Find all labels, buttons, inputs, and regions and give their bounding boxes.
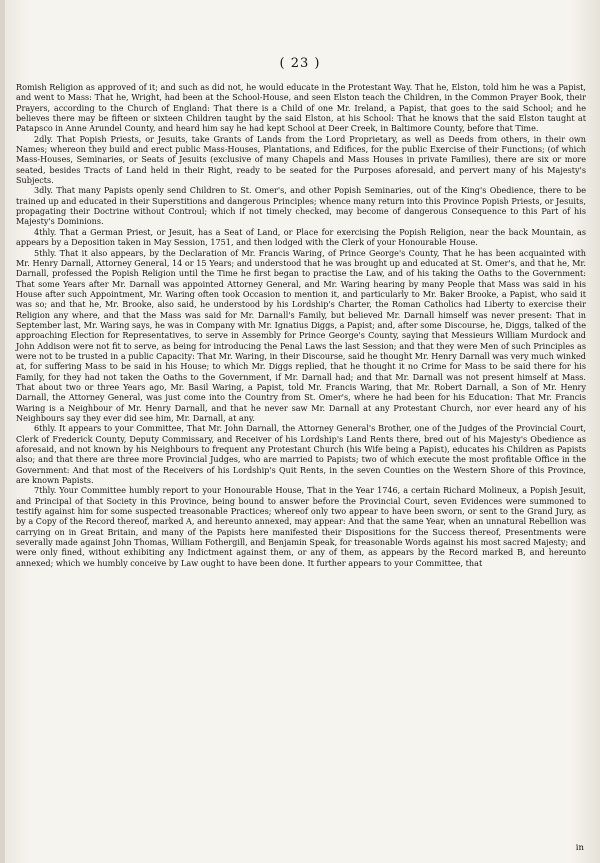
paragraph-second: 2dly. That Popish Priests, or Jesuits, take Grants of Lands from the Lord Proprietary, as well as Deeds from others, in their own Names; whereon they build and erect public Mass-Houses, Plantations, and Edifices, for the public Exercise of their Functions; (of which Mass-Houses, Seminaries, or Seats of Jesuits (exclusive of many Chapels and Mass Houses in private Families), there are six or more seated, besides Tracts of Land held in their Right, ready to be seated for the Purposes aforesaid, and pervert many of his Majesty's Subjects. bbox=[16, 133, 586, 186]
paragraph-fourth: 4thly. That a German Priest, or Jesuit, has a Seat of Land, or Place for exercising the Popish Religion, near the back Mountain, as appears by a Deposition taken in May Session, 1751, and then lodged with the Clerk of your Honourable House. bbox=[16, 226, 586, 248]
page-number: ( 23 ) bbox=[279, 56, 321, 71]
document-body bbox=[16, 82, 586, 568]
catchword: in bbox=[575, 843, 584, 853]
paragraph-sixth: 6thly. It appears to your Committee, That Mr. John Darnall, the Attorney General's Brother, one of the Judges of the Provincial Court, Clerk of Frederick County, Deputy Commissary, and Receiver of his Lordship's Land Rents there, bred out of his Majesty's Obedience as aforesaid, and not known by his Neighbours to frequent any Protestant Church (his Wife being a Papist), educates his Children as Papists also; and that there are three more Provincial Judges, who are married to Papists; two of which execute the most profitable Office in the Government: And that most of the Receivers of his Lordship's Quit Rents, in the seven Counties on the Western Shore of this Province, are known Papists. bbox=[16, 423, 586, 486]
binding-gutter bbox=[0, 0, 5, 863]
paragraph-elston: Romish Religion as approved of it; and such as did not, he would educate in the Protestant Way. That he, Elston, told him he was a Papist, and went to Mass: That he, Wright, had been at the School-House, and seen Elston teach the Children, in the Common Prayer Book, their Prayers, according to the Church of England: That there is a Child of one Mr. Ireland, a Papist, that goes to the said School; and he believes there may be fifteen or sixteen Children taught by the said Elston, at his School: That he knows that the said Elston taught at Patapsco in Anne Arundel County, and heard him say he had kept School at Deer Creek, in Baltimore County, before that Time. bbox=[16, 82, 586, 134]
paragraph-fifth: 5thly. That it also appears, by the Declaration of Mr. Francis Waring, of Prince George's County, That he has been acquainted with Mr. Henry Darnall, Attorney General, 14 or 15 Years; and understood that he was brought up and educated at St. Omer's, and that he, Mr. Darnall, professed the Popish Religion until the Time he first began to practise the Law, and of his taking the Oaths to the Government: That some Years after Mr. Darnall was appointed Attorney General, and Mr. Waring hearing by many People that Mass was said in his House after such Appointment, Mr. Waring often took Occasion to mention it, and particularly to Mr. Baker Brooke, a Papist, who said it was so; and that he, Mr. Brooke, also said, he understood by his Lordship's Charter, the Roman Catholics had Liberty to exercise their Religion any where, and that the Mass was said for Mr. Darnall's Family, but believed Mr. Darnall himself was never present: That in September last, Mr. Waring says, he was in Company with Mr. Ignatius Diggs, a Papist; and, after some Discourse, he, Diggs, talked of the approaching Election for Representatives, to serve in Assembly for Prince George's County, saying that Messieurs William Murdock and John Addison were not fit to serve, as being for introducing the Penal Laws the last Session; and that they were Men of such Principles as were not to be trusted in a public Capacity: That Mr. Waring, in their Discourse, said he thought Mr. Henry Darnall was very much winked at, for suffering Mass to be said in his House; to which Mr. Diggs replied, that he thought it no Crime for Mass to be said there for his Family, for they had not taken the Oaths to the Government, if Mr. Darnall had; and that Mr. Darnall was not present himself at Mass. That about two or three Years ago, Mr. Basil Waring, a Papist, told Mr. Francis Waring, that Mr. Robert Darnall, a Son of Mr. Henry Darnall, the Attorney General, was just come into the Country from St. Omer's, where he had been for his Education: That Mr. Francis Waring is a Neighbour of Mr. Henry Darnall, and that he never saw Mr. Darnall at any Protestant Church, nor ever heard any of his Neighbours say they ever did see him, Mr. Darnall, at any. bbox=[16, 247, 586, 423]
paragraph-seventh: 7thly. Your Committee humbly report to your Honourable House, That in the Year 1746, a certain Richard Molineux, a Popish Jesuit, and Principal of that Society in this Province, being bound to answer before the Provincial Court, seven Evidences were summoned to testify against him for some suspected treasonable Practices; whereof only two appear to have been sworn, or sent to the Grand Jury, as by a Copy of the Record thereof, marked A, and hereunto annexed, may appear: And that the same Year, when an unnatural Rebellion was carrying on in Great Britain, and many of the Papists here manifested their Dispositions for the Success thereof, Presentments were severally made against John Thomas, William Fothergill, and Benjamin Speak, for treasonable Words against his most sacred Majesty; and were only fined, without exhibiting any Indictment against them, or any of them, as appears by the Record marked B, and hereunto annexed; which we humbly conceive by Law ought to have been done. It further appears to your Committee, that bbox=[16, 485, 586, 568]
paragraph-third: 3dly. That many Papists openly send Children to St. Omer's, and other Popish Seminaries, out of the King's Obedience, there to be trained up and educated in their Superstitions and dangerous Principles; whence many return into this Province Popish Priests, or Jesuits, propagating their Doctrine without Controul; which if not timely checked, may become of dangerous Consequence to this Part of his Majesty's Dominions. bbox=[16, 185, 587, 227]
